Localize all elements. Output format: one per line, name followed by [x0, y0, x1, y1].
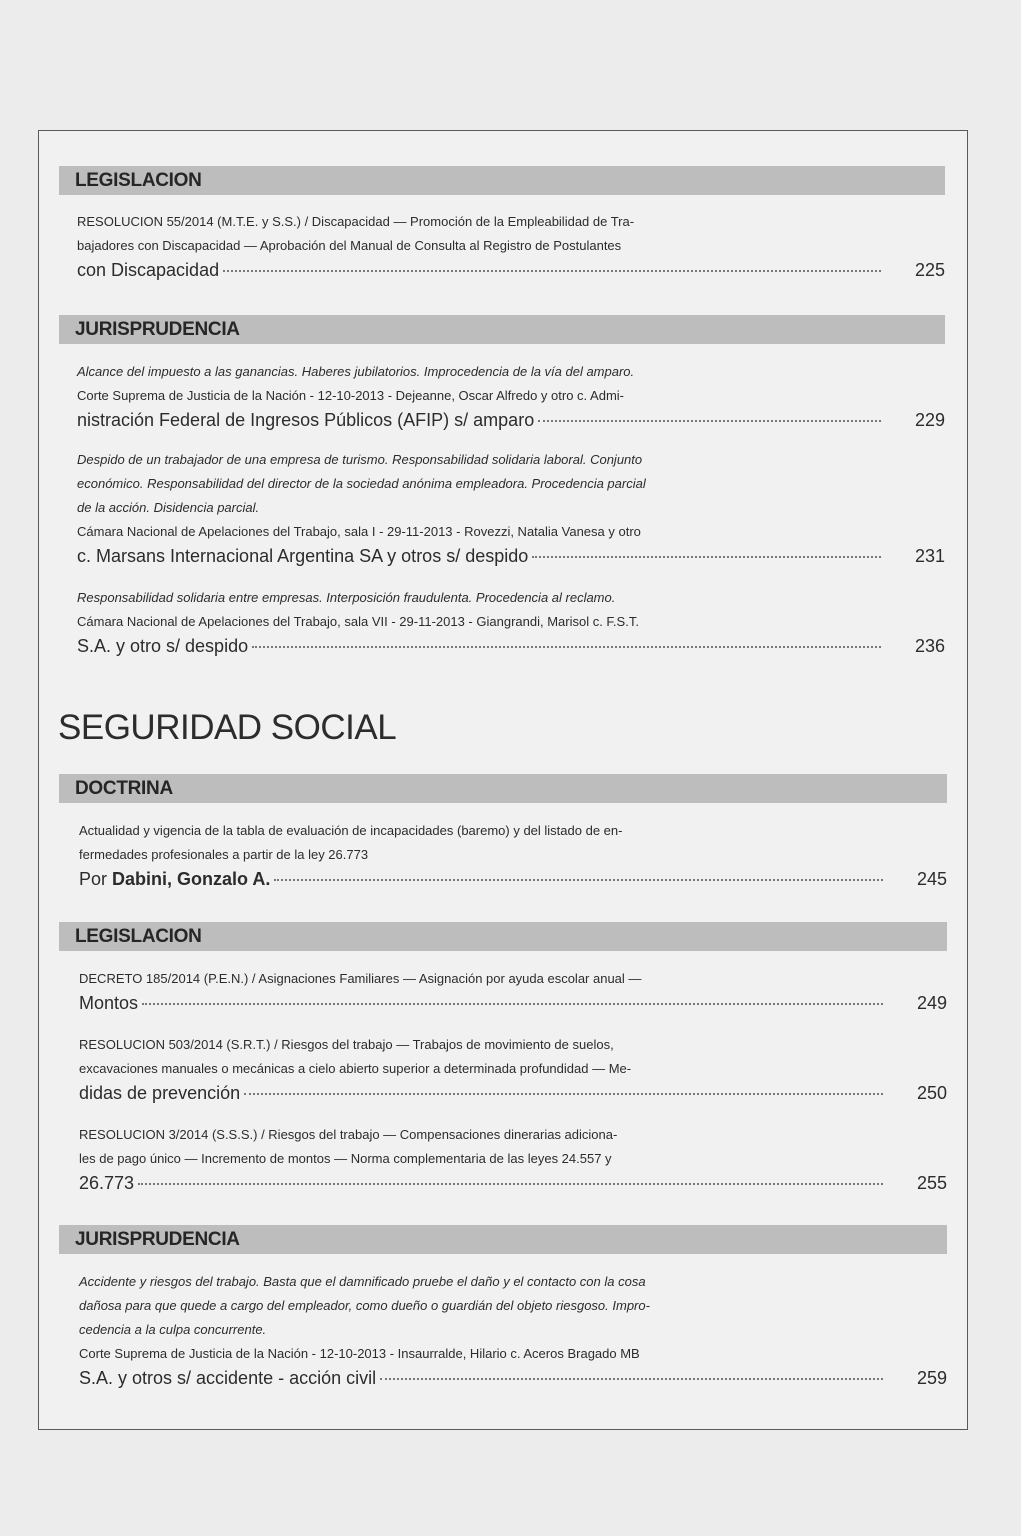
dot-leader	[244, 1093, 883, 1095]
entry-line: Cámara Nacional de Apelaciones del Trabajo, sala I - 29-11-2013 - Rovezzi, Natalia Vanesa y otro	[77, 524, 641, 539]
entry-title: de la acción. Disidencia parcial.	[77, 500, 260, 515]
entry-line: con Discapacidad	[77, 260, 220, 280]
section-bar-jurisprudencia: JURISPRUDENCIA	[59, 315, 945, 344]
entry-decreto-185[interactable]	[79, 967, 947, 1015]
entry-leader-line	[77, 258, 945, 282]
page-number: 245	[916, 869, 947, 889]
entry-line: c. Marsans Internacional Argentina SA y otros s/ despido	[77, 546, 529, 566]
entry-leader-line	[79, 1366, 947, 1390]
section-bar-doctrina: DOCTRINA	[59, 774, 947, 803]
dot-leader	[142, 1003, 883, 1005]
dot-leader	[252, 646, 881, 648]
entry-title: Responsabilidad solidaria entre empresas. Interposición fraudulenta. Procedencia al reclamo.	[77, 590, 616, 605]
entry-leader-line	[79, 1081, 947, 1105]
entry-doctrina-1[interactable]	[79, 819, 947, 891]
entry-line: Montos	[79, 993, 139, 1013]
author-line	[79, 867, 270, 891]
entry-line: S.A. y otros s/ accidente - acción civil	[79, 1368, 377, 1388]
section-bar-legislacion: LEGISLACION	[59, 166, 945, 195]
entry-line: Corte Suprema de Justicia de la Nación - 12-10-2013 - Insaurralde, Hilario c. Aceros Bragado MB	[79, 1346, 640, 1361]
page-number: 225	[914, 260, 945, 280]
entry-line: 26.773	[79, 1173, 135, 1193]
entry-title: Accidente y riesgos del trabajo. Basta que el damnificado pruebe el daño y el contacto con la cosa	[79, 1274, 646, 1289]
entry-leader-line	[79, 867, 947, 891]
entry-leader-line	[77, 408, 945, 432]
entry-line: fermedades profesionales a partir de la ley 26.773	[79, 847, 369, 862]
entry-line: Cámara Nacional de Apelaciones del Trabajo, sala VII - 29-11-2013 - Giangrandi, Marisol c. F.S.T.	[77, 614, 639, 629]
entry-resolucion-503[interactable]	[79, 1033, 947, 1105]
entry-leader-line	[79, 1171, 947, 1195]
entry-jurisprudencia-2[interactable]	[77, 448, 945, 568]
entry-line: Actualidad y vigencia de la tabla de evaluación de incapacidades (baremo) y del listado de en-	[79, 823, 623, 838]
page-number: 250	[916, 1083, 947, 1103]
dot-leader	[274, 879, 883, 881]
entry-jurisprudencia-1[interactable]	[77, 360, 945, 432]
entry-title: dañosa para que quede a cargo del empleador, como dueño o guardián del objeto riesgoso. Impro-	[79, 1298, 650, 1313]
entry-leader-line	[77, 544, 945, 568]
dot-leader	[532, 556, 881, 558]
section-bar-jurisprudencia-2: JURISPRUDENCIA	[59, 1225, 947, 1254]
entry-jurisprudencia-3[interactable]	[77, 586, 945, 658]
entry-line: RESOLUCION 3/2014 (S.S.S.) / Riesgos del trabajo — Compensaciones dinerarias adiciona-	[79, 1127, 618, 1142]
entry-title: cedencia a la culpa concurrente.	[79, 1322, 267, 1337]
page-number: 236	[914, 636, 945, 656]
dot-leader	[538, 420, 881, 422]
entry-line: RESOLUCION 503/2014 (S.R.T.) / Riesgos del trabajo — Trabajos de movimiento de suelos,	[79, 1037, 614, 1052]
entry-resolucion-55[interactable]	[77, 210, 945, 282]
entry-title: económico. Responsabilidad del director de la sociedad anónima empleadora. Procedencia parcial	[77, 476, 646, 491]
entry-line: les de pago único — Incremento de montos — Norma complementaria de las leyes 24.557 y	[79, 1151, 612, 1166]
entry-leader-line	[77, 634, 945, 658]
page-number: 231	[914, 546, 945, 566]
entry-line: S.A. y otro s/ despido	[77, 636, 249, 656]
page-number: 249	[916, 993, 947, 1013]
author-name: Dabini, Gonzalo A.	[112, 869, 271, 889]
entry-line: excavaciones manuales o mecánicas a cielo abierto superior a determinada profundidad — Me-	[79, 1061, 632, 1076]
entry-title: Alcance del impuesto a las ganancias. Haberes jubilatorios. Improcedencia de la vía del amparo.	[77, 364, 635, 379]
entry-line: bajadores con Discapacidad — Aprobación del Manual de Consulta al Registro de Postulantes	[77, 238, 622, 253]
dot-leader	[223, 270, 881, 272]
page-number: 255	[916, 1173, 947, 1193]
author-prefix: Por	[79, 869, 113, 889]
entry-line: nistración Federal de Ingresos Públicos (AFIP) s/ amparo	[77, 410, 535, 430]
dot-leader	[380, 1378, 883, 1380]
dot-leader	[138, 1183, 883, 1185]
entry-leader-line	[79, 991, 947, 1015]
section-bar-legislacion-2: LEGISLACION	[59, 922, 947, 951]
entry-line: RESOLUCION 55/2014 (M.T.E. y S.S.) / Discapacidad — Promoción de la Empleabilidad de Tra-	[77, 214, 635, 229]
section-title-seguridad-social: SEGURIDAD SOCIAL	[58, 708, 397, 747]
entry-resolucion-3[interactable]	[79, 1123, 947, 1195]
entry-line: Corte Suprema de Justicia de la Nación - 12-10-2013 - Dejeanne, Oscar Alfredo y otro c. Admi-	[77, 388, 624, 403]
entry-jurisprudencia-4[interactable]	[79, 1270, 947, 1390]
entry-title: Despido de un trabajador de una empresa de turismo. Responsabilidad solidaria laboral. Conjunto	[77, 452, 643, 467]
entry-line: DECRETO 185/2014 (P.E.N.) / Asignaciones Familiares — Asignación por ayuda escolar anual —	[79, 971, 642, 986]
page-number: 229	[914, 410, 945, 430]
page-number: 259	[916, 1368, 947, 1388]
entry-line: didas de prevención	[79, 1083, 241, 1103]
